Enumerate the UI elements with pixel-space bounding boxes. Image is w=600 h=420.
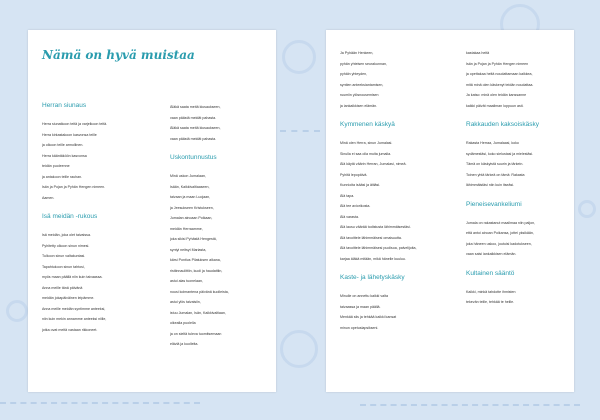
text-line: Älä tapa. bbox=[340, 193, 355, 198]
text-line: Anna meille tänä päivänä bbox=[42, 285, 83, 290]
section-heading: Kultainen sääntö bbox=[466, 269, 515, 277]
text-line: ja on sieltä tuleva tuomitsemaan bbox=[170, 331, 222, 336]
text-line: syntien anteeksiantamisen, bbox=[340, 82, 384, 87]
text-line: Herra kirkastakoon kasvonsa teille bbox=[42, 132, 97, 137]
text-line: Tulkoon sinun valtakuntasi. bbox=[42, 254, 86, 258]
text-line: Älä tavoittele lähimmäisesi puolisoa, palvelijoita, bbox=[340, 246, 417, 250]
text-line: eläviä ja kuolleita. bbox=[170, 342, 199, 346]
text-line: taivaassa ja maan päällä. bbox=[340, 304, 381, 309]
text-line: taivaan ja maan Luojaan, bbox=[170, 195, 211, 199]
text-line: Pyhitetty olkoon sinun nimesi. bbox=[42, 243, 90, 248]
text-line: Ja katso: minä olen teidän kanssanne bbox=[466, 93, 527, 97]
text-line: tekevän teille, tehkää te heille. bbox=[466, 300, 515, 304]
text-line: Minä olen Herra, sinun Jumalasi. bbox=[340, 141, 393, 145]
section-spacer bbox=[466, 111, 574, 121]
text-line: ja Jeesukseen Kristukseen, bbox=[170, 205, 214, 210]
section-heading: Kymmenen käskyä bbox=[340, 121, 395, 128]
text-line: Älä käytä väärin Herran, Jumalasi, nimeä. bbox=[340, 162, 407, 166]
text-line: kastakaa heitä bbox=[466, 51, 490, 55]
section-heading: Uskontunnustus bbox=[170, 154, 217, 161]
text-line: joka sikisi Pyhästä Hengestä, bbox=[170, 237, 217, 241]
text-line: Isän ja Pojan ja Pyhän Hengen nimeen bbox=[466, 61, 529, 66]
text-line: Ja Pyhään Henkeen, bbox=[340, 51, 374, 55]
text-line: Menkää siis ja tehkää kaikki kansat bbox=[340, 315, 397, 319]
text-line: Herra siunatkoon teitä ja varjelkoon teitä. bbox=[42, 122, 108, 126]
text-line: pyhäin yhteyden, bbox=[340, 72, 368, 76]
text-line: teidän puoleenne bbox=[42, 164, 70, 168]
text-line: vaan saisi iankaikkisen elämän. bbox=[466, 252, 517, 256]
section-heading: Herran siunaus bbox=[42, 102, 87, 109]
text-line: karjaa äläkä mitään, mikä hänelle kuuluu. bbox=[340, 256, 406, 261]
section-heading: Pieneisevankeliumi bbox=[466, 200, 522, 208]
text-line: minun opetuslapsikseni. bbox=[340, 325, 379, 330]
text-line: sydämestäsi, koko sielustasi ja mielestäsi. bbox=[466, 151, 534, 156]
text-line: Pyhitä lepopäivä. bbox=[340, 172, 368, 177]
text-line: lähimmäistäsi niin kuin itseäsi. bbox=[466, 183, 515, 187]
text-line: niin kuin mekin annamme anteeksi niille, bbox=[42, 317, 107, 321]
text-line: syntyi neitsyt Mariasta, bbox=[170, 247, 207, 252]
text-line: Anna meille meidän syntimme anteeksi, bbox=[42, 306, 106, 311]
text-line: Älä tavoittele lähimmäisesi omaisuutta. bbox=[340, 235, 402, 240]
text-line: Älä varasta. bbox=[340, 214, 359, 219]
left-page-column-2 bbox=[170, 102, 278, 350]
section-spacer bbox=[466, 191, 574, 201]
text-line: Isään, Kaikkivaltiaaseen, bbox=[170, 184, 210, 189]
text-line: Aamen. bbox=[42, 195, 55, 200]
text-line: nousi kolmantena päivänä kuolleista, bbox=[170, 289, 229, 294]
section-spacer bbox=[170, 144, 278, 154]
right-page-column-1 bbox=[340, 48, 448, 333]
text-line: meidän Herraamme, bbox=[170, 226, 203, 231]
text-line: Minä uskon Jumalaan, bbox=[170, 174, 206, 178]
text-line: Tapahtukoon sinun tahtosi, bbox=[42, 264, 85, 269]
text-line: Jumalan ainoaan Poikaan, bbox=[170, 216, 213, 220]
background-dashed-line bbox=[360, 404, 580, 406]
text-line: Rakasta Herraa, Jumalaasi, koko bbox=[466, 141, 519, 145]
text-line: myös maan päällä niin kuin taivaassa. bbox=[42, 275, 103, 279]
text-line: Toinen yhtä tärkeä on tämä: Rakasta bbox=[466, 172, 525, 177]
text-line: Kaikki, minkä tahdotte ihmisten bbox=[466, 289, 516, 294]
text-line: Sinulla ei saa olla muita jumalia. bbox=[340, 151, 392, 156]
text-line: että antoi ainoan Poikansa, jottei yksikään, bbox=[466, 231, 534, 235]
background-circle-decoration bbox=[578, 200, 596, 218]
text-line: astui ylös taivaisiin, bbox=[170, 300, 201, 304]
left-page-column-1 bbox=[42, 102, 150, 335]
text-line: ja iankaikkisen elämän. bbox=[340, 103, 378, 108]
text-line: Älä lausu väärää todistusta lähimmäisestäsi. bbox=[340, 225, 411, 229]
text-line: Isä meidän, joka olet taivaissa. bbox=[42, 233, 91, 237]
text-line: Jumala on rakastanut maailmaa niin paljon, bbox=[466, 220, 536, 225]
text-line: Tämä on käskyistä suurin ja tärkein. bbox=[466, 162, 524, 166]
background-dashed-line bbox=[0, 402, 200, 404]
text-line: mitä minä olen käskenyt teidän noudattaa. bbox=[466, 82, 534, 87]
text-line: Herra kääntäköön kasvonsa bbox=[42, 153, 87, 158]
text-line: vaan päästä meidät pahasta. bbox=[170, 115, 217, 120]
text-line: vaan päästä meidät pahasta. bbox=[170, 136, 217, 141]
background-circle-decoration bbox=[280, 330, 318, 368]
page-title: Nämä on hyvä muistaa bbox=[42, 48, 195, 62]
text-line: ruumiin ylösnousemisen bbox=[340, 93, 379, 97]
text-line: istuu Jumalan, Isän, Kaikkivaltiaan, bbox=[170, 310, 226, 315]
text-line: Isän ja Pojan ja Pyhän Hengen nimeen. bbox=[42, 185, 106, 189]
left-page bbox=[28, 30, 276, 392]
text-line: ristiinnaulittiin, kuoli ja haudattiin, bbox=[170, 268, 223, 273]
right-page bbox=[326, 30, 574, 392]
background-circle-decoration bbox=[6, 300, 28, 322]
section-heading: Kaste- ja lähetyskäsky bbox=[340, 274, 405, 281]
text-line: jotka ovat meitä vastaan rikkoneet. bbox=[42, 327, 98, 332]
background-dashed-line bbox=[280, 130, 320, 132]
text-line: ja opettakaa heitä noudattamaan kaikkea, bbox=[466, 72, 533, 76]
text-line: Äläkä saata meitä kiusaukseen, bbox=[170, 126, 221, 130]
section-spacer bbox=[42, 203, 150, 213]
text-line: astui alas tuonelaan, bbox=[170, 279, 203, 283]
section-spacer bbox=[340, 111, 448, 121]
text-line: meidän jokapäiväinen leipämme. bbox=[42, 296, 95, 300]
section-heading: Rakkauden kaksoiskäsky bbox=[466, 121, 539, 128]
text-line: kärsi Pontius Pilatuksen aikana, bbox=[170, 258, 221, 262]
text-line: ja antakoon teille rauhan. bbox=[42, 174, 83, 179]
text-line: Äläkä saata meitä kiusaukseen, bbox=[170, 105, 221, 109]
text-line: pyhän yhteisen seurakunnan, bbox=[340, 61, 387, 66]
text-line: Älä tee aviorikosta. bbox=[340, 204, 371, 208]
section-spacer bbox=[340, 264, 448, 274]
text-line: kaikki päivät maailman loppuun asti. bbox=[466, 103, 524, 108]
text-line: Minulle on annettu kaikki valta bbox=[340, 294, 388, 298]
section-spacer bbox=[466, 260, 574, 270]
right-page-column-2 bbox=[466, 48, 574, 308]
text-line: Kunnioita isääsi ja äitiäsi. bbox=[340, 183, 381, 187]
section-heading: Isä meidän -rukous bbox=[42, 213, 98, 220]
background-circle-decoration bbox=[282, 40, 316, 74]
text-line: oikealla puolella bbox=[170, 321, 196, 325]
text-line: ja olkoon teille armollinen. bbox=[42, 143, 84, 147]
text-line: joka häneen uskoo, joutuisi kadotukseen, bbox=[466, 241, 532, 246]
